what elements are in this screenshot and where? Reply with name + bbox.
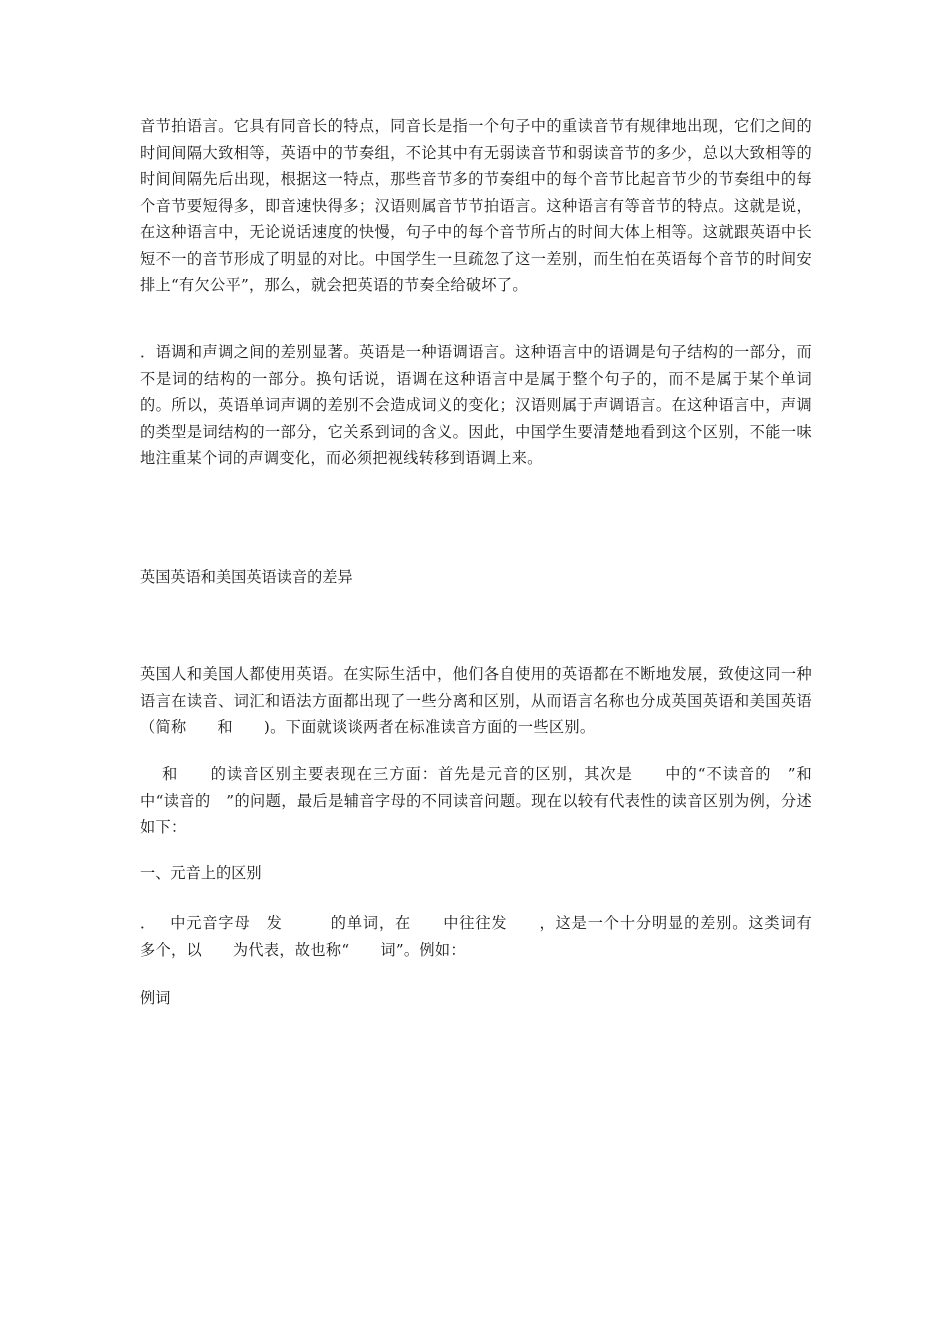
subsection-heading: 一、元音上的区别 <box>140 864 262 882</box>
section-heading: 英国英语和美国英语读音的差异 <box>140 568 353 586</box>
paragraph-rhythm: 音节拍语言。它具有同音长的特点，同音长是指一个句子中的重读音节有规律地出现，它们之间的时间间隔大致相等，英语中的节奏组，不论其中有无弱读音节和弱读音节的多少，总以大致相等的时间间隔先后出现，根据这一特点，那些音节多的节奏组中的每个音节比起音节少的节奏组中的每个音节要短得多，即音速快得多；汉语则属音节节拍语言。这种语言有等音节的特点。这就是说，在这种语言中，无论说话速度的快慢，句子中的每个音节所占的时间大体上相等。这就跟英语中长短不一的音节形成了明显的对比。中国学生一旦疏忽了这一差别，而生怕在英语每个音节的时间安排上“有欠公平”，那么，就会把英语的节奏全给破坏了。 <box>140 117 812 294</box>
example-label: 例词 <box>140 989 171 1007</box>
paragraph-differences: 和 的读音区别主要表现在三方面：首先是元音的区别，其次是 中的“不读音的 ”和 中“读音的 ”的问题，最后是辅音字母的不同读音问题。现在以较有代表性的读音区别为例，分述如下： <box>140 765 843 836</box>
paragraph-intonation: ．语调和声调之间的差别显著。英语是一种语调语言。这种语言中的语调是句子结构的一部分，而不是词的结构的一部分。换句话说，语调在这种语言中是属于整个句子的，而不是属于某个单词的。所以，英语单词声调的差别不会造成词义的变化；汉语则属于声调语言。在这种语言中，声调的类型是词结构的一部分，它关系到词的含义。因此，中国学生要清楚地看到这个区别，不能一味地注重某个词的声调变化，而必须把视线转移到语调上来。 <box>140 343 812 467</box>
paragraph-vowel: ． 中元音字母 发 的单词，在 中往往发 ，这是一个十分明显的差别。这类词有 多个，以 为代表，故也称“ 词”。例如： <box>140 914 843 959</box>
paragraph-intro: 英国人和美国人都使用英语。在实际生活中，他们各自使用的英语都在不断地发展，致使这同一种语言在读音、词汇和语法方面都出现了一些分离和区别，从而语言名称也分成英国英语和美国英语（简称 和 )。下面就谈谈两者在标准读音方面的一些区别。 <box>140 665 812 736</box>
